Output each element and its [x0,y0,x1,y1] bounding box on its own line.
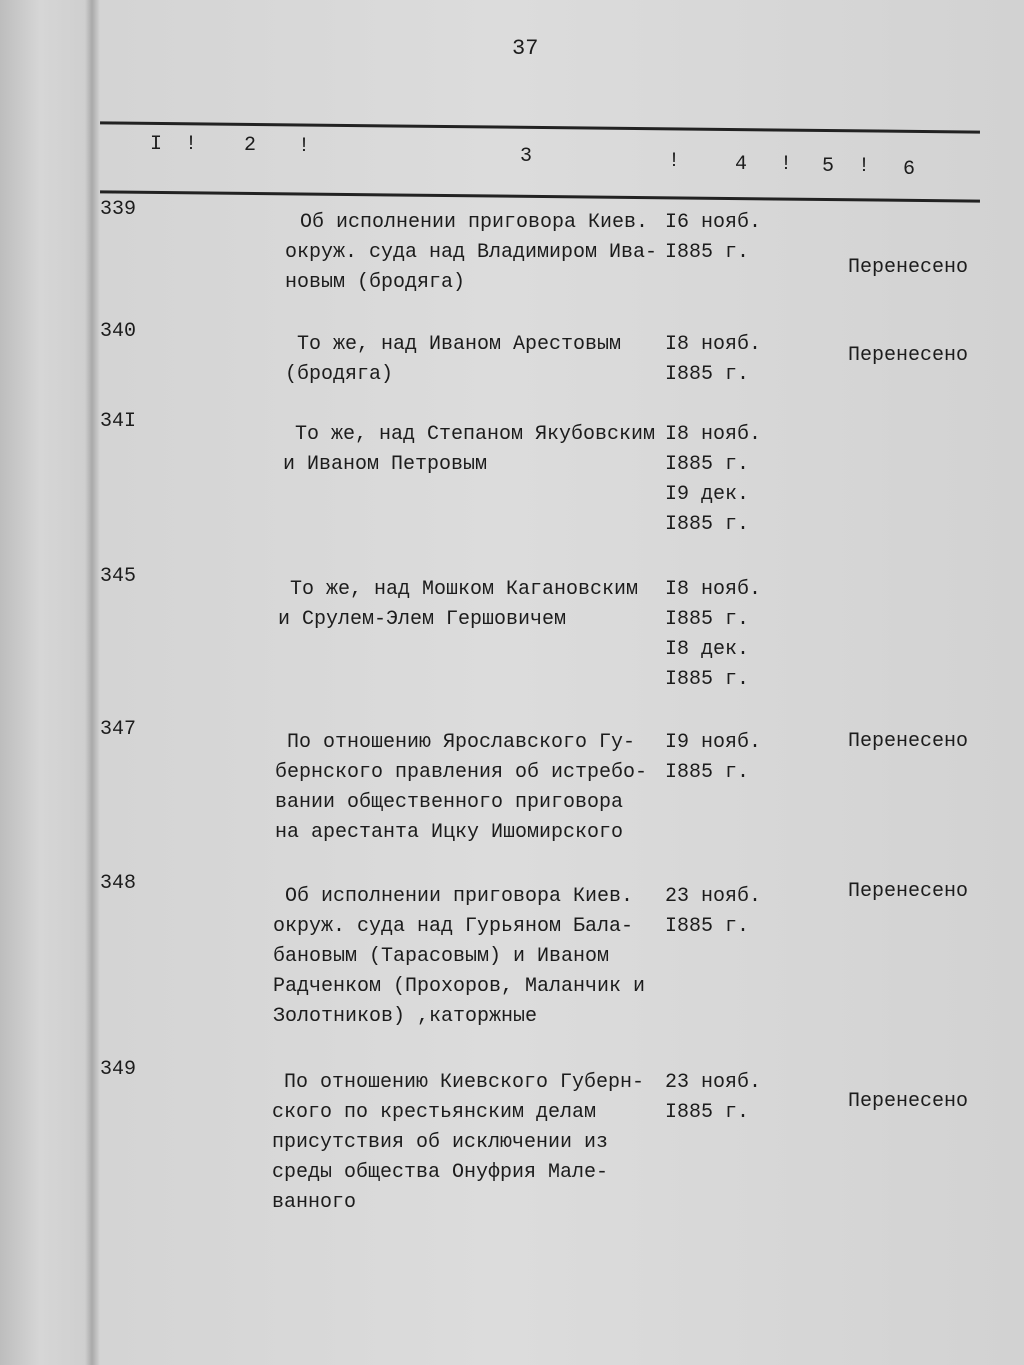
header-col-6: 6 [903,158,916,181]
date-line: I8 дек. [665,638,750,661]
description-line: присутствия об исключении из [272,1131,609,1154]
description-line: новым (бродяга) [285,271,466,294]
date-line: I885 г. [665,1101,750,1124]
date-line: I885 г. [665,608,750,631]
date-line: I885 г. [665,241,750,264]
date-line: I8 нояб. [665,333,762,356]
description-line: бановым (Тарасовым) и Иваном [273,945,610,968]
description-line: То же, над Иваном Арестовым [297,333,622,356]
entry-date [665,575,761,695]
description-line: По отношению Киевского Губерн- [284,1071,645,1094]
entry-description [283,420,656,480]
date-line: I885 г. [665,513,750,536]
entry-status: Перенесено [848,880,969,903]
header-sep: ! [298,135,311,158]
entry-number: 348 [100,872,137,895]
header-rule-top [100,121,980,133]
header-col-2: 2 [244,134,257,157]
header-sep: ! [185,133,198,156]
description-line: (бродяга) [285,363,394,386]
description-line: ванного [272,1191,357,1214]
date-line: I9 дек. [665,483,750,506]
description-line: бернского правления об истребо- [275,761,648,784]
description-line: Об исполнении приговора Киев. [285,885,634,908]
description-line: на арестанта Ицку Ишомирского [275,821,624,844]
entry-status: Перенесено [848,344,969,367]
entry-number: 345 [100,565,137,588]
description-line: Золотников) ,каторжные [273,1005,538,1028]
entry-number: 339 [100,198,137,221]
entry-date [665,728,761,788]
entry-number: 340 [100,320,137,343]
date-line: I885 г. [665,363,750,386]
description-line: окруж. суда над Владимиром Ива- [285,241,658,264]
date-line: I6 нояб. [665,211,762,234]
description-line: вании общественного приговора [275,791,624,814]
header-col-4: 4 [735,153,748,176]
entry-status: Перенесено [848,1090,969,1113]
date-line: I885 г. [665,453,750,476]
header-sep: ! [780,153,793,176]
description-line: Об исполнении приговора Киев. [300,211,649,234]
description-line: окруж. суда над Гурьяном Бала- [273,915,634,938]
header-col-3: 3 [520,145,533,168]
description-line: Радченком (Прохоров, Маланчик и [273,975,646,998]
description-line: По отношению Ярославского Гу- [287,731,636,754]
header-rule-bottom [100,190,980,202]
header-sep: ! [668,150,681,173]
date-line: 23 нояб. [665,885,762,908]
date-line: I885 г. [665,761,750,784]
date-line: I8 нояб. [665,423,762,446]
header-sep: ! [858,155,871,178]
date-line: I885 г. [665,915,750,938]
date-line: 23 нояб. [665,1071,762,1094]
entry-number: 347 [100,718,137,741]
entry-description [275,728,648,848]
entry-number: 349 [100,1058,137,1081]
entry-description [278,575,639,635]
entry-description [285,208,658,298]
entry-description [272,1068,645,1218]
entry-description [273,882,646,1032]
header-col-1: I [150,133,163,156]
entry-status: Перенесено [848,730,969,753]
description-line: То же, над Мошком Кагановским [290,578,639,601]
entry-date [665,330,761,390]
entry-status: Перенесено [848,256,969,279]
description-line: и Срулем-Элем Гершовичем [278,608,567,631]
entry-date [665,1068,761,1128]
entry-date [665,882,761,942]
entry-date [665,420,761,540]
date-line: I885 г. [665,668,750,691]
header-col-5: 5 [822,155,835,178]
date-line: I8 нояб. [665,578,762,601]
description-line: и Иваном Петровым [283,453,488,476]
entry-number: 34I [100,410,137,433]
date-line: I9 нояб. [665,731,762,754]
description-line: То же, над Степаном Якубовским [295,423,656,446]
description-line: ского по крестьянским делам [272,1101,597,1124]
entry-description [285,330,622,390]
page-number: 37 [512,36,539,61]
entry-date [665,208,761,268]
description-line: среды общества Онуфрия Мале- [272,1161,609,1184]
